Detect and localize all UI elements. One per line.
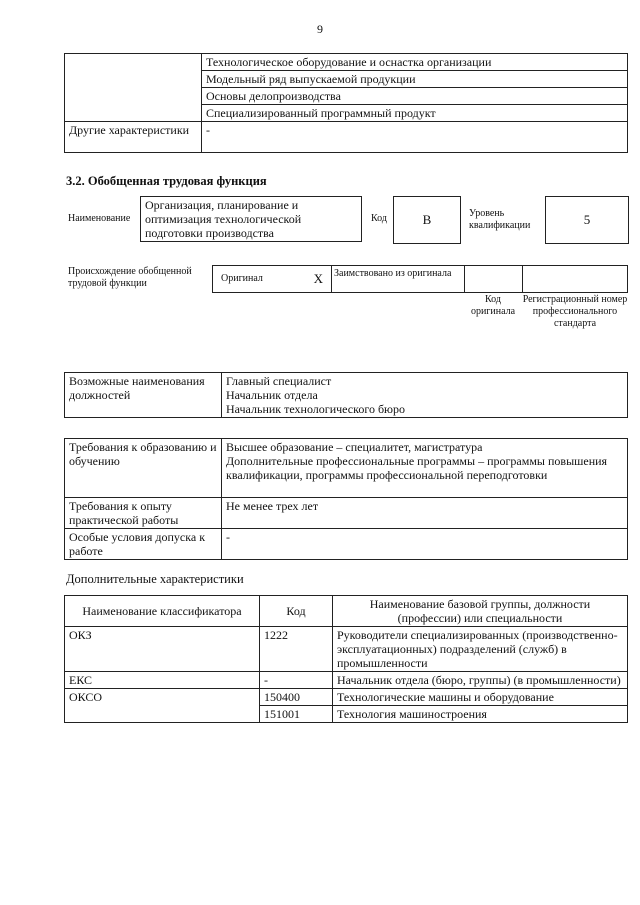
reg-number-box bbox=[522, 265, 628, 293]
requirement-label: Требования к опыту практической работы bbox=[65, 498, 222, 529]
knowledge-table bbox=[64, 53, 628, 153]
function-name-box: Организация, планирование и оптимизация технологической подготовки производства bbox=[140, 196, 362, 242]
original-code-caption: Код оригинала bbox=[470, 294, 516, 317]
section-title: 3.2. Обобщенная трудовая функция bbox=[66, 174, 267, 188]
classifier-name: ОКСО bbox=[65, 689, 260, 723]
borrowed-label: Заимствовано из оригинала bbox=[334, 268, 452, 279]
code-value-box: B bbox=[393, 196, 461, 244]
requirements-table bbox=[64, 438, 628, 560]
position-item: Главный специалист bbox=[226, 374, 332, 388]
requirement-value: Не менее трех лет bbox=[222, 498, 628, 529]
position-item: Начальник отдела bbox=[226, 388, 318, 402]
code-label: Код bbox=[371, 213, 387, 224]
classifier-code: 150400 bbox=[260, 689, 333, 706]
reg-number-caption: Регистрационный номер профессионального стандарта bbox=[522, 294, 628, 329]
name-label: Наименование bbox=[68, 213, 131, 224]
requirement-value: Высшее образование – специалитет, магистратура Дополнительные профессиональные программы – программы повышения квалификации, программы профессиональной переподготовки bbox=[222, 439, 628, 498]
classifier-header: Наименование классификатора bbox=[65, 596, 260, 627]
classifier-title: Технология машиностроения bbox=[333, 706, 628, 723]
knowledge-row: Основы делопроизводства bbox=[202, 88, 628, 105]
classifier-code: 151001 bbox=[260, 706, 333, 723]
positions-values bbox=[222, 373, 628, 418]
borrowed-box bbox=[330, 265, 465, 293]
original-mark: X bbox=[313, 271, 323, 286]
positions-label: Возможные наименования должностей bbox=[65, 373, 222, 418]
extra-title: Дополнительные характеристики bbox=[66, 572, 244, 586]
other-characteristics-value: - bbox=[202, 122, 628, 153]
empty-label-cell bbox=[65, 54, 202, 122]
position-item: Начальник технологического бюро bbox=[226, 402, 406, 416]
knowledge-row: Специализированный программный продукт bbox=[202, 105, 628, 122]
original-box bbox=[212, 265, 332, 293]
original-label: Оригинал bbox=[221, 273, 263, 284]
knowledge-row: Технологическое оборудование и оснастка организации bbox=[202, 54, 628, 71]
requirement-label: Требования к образованию и обучению bbox=[65, 439, 222, 498]
level-label: Уровень квалификации bbox=[469, 208, 531, 231]
original-code-box bbox=[464, 265, 523, 293]
other-characteristics-label: Другие характеристики bbox=[65, 122, 202, 153]
classifier-code: - bbox=[260, 672, 333, 689]
origin-label: Происхождение обобщенной трудовой функции bbox=[68, 266, 192, 289]
level-value-box: 5 bbox=[545, 196, 629, 244]
classifier-header: Наименование базовой группы, должности (профессии) или специальности bbox=[333, 596, 628, 627]
classifier-name: ОКЗ bbox=[65, 627, 260, 672]
requirement-label: Особые условия допуска к работе bbox=[65, 529, 222, 560]
classifier-code: 1222 bbox=[260, 627, 333, 672]
positions-table bbox=[64, 372, 628, 418]
page-number: 9 bbox=[317, 22, 323, 36]
classifier-name: ЕКС bbox=[65, 672, 260, 689]
classifier-header: Код bbox=[260, 596, 333, 627]
classifier-table bbox=[64, 595, 628, 723]
classifier-title: Руководители специализированных (производственно-эксплуатационных) подразделений (служб) в промышленности bbox=[333, 627, 628, 672]
classifier-title: Начальник отдела (бюро, группы) (в промышленности) bbox=[333, 672, 628, 689]
knowledge-row: Модельный ряд выпускаемой продукции bbox=[202, 71, 628, 88]
requirement-value: - bbox=[222, 529, 628, 560]
classifier-title: Технологические машины и оборудование bbox=[333, 689, 628, 706]
